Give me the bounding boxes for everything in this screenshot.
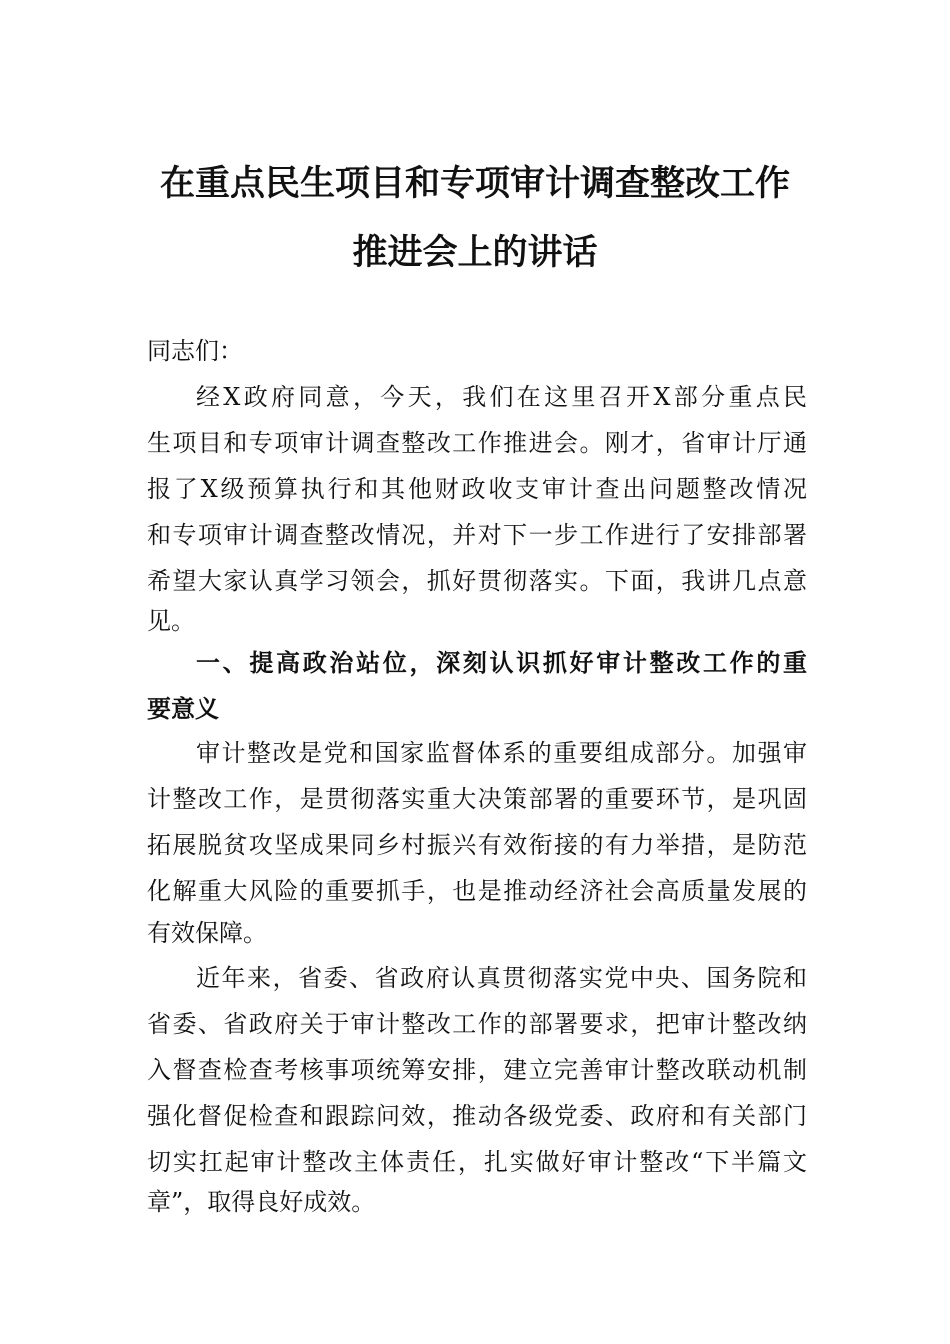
body-line: 切实扛起审计整改主体责任，扎实做好审计整改“下半篇文 [147,1148,807,1176]
body-line: 生项目和专项审计调查整改工作推进会。刚才，省审计厅通 [147,429,807,457]
body-line: 拓展脱贫攻坚成果同乡村振兴有效衔接的有力举措，是防范 [147,831,807,859]
section-heading-line: 要意义 [147,695,219,723]
body-line: 经X政府同意，今天，我们在这里召开X部分重点民 [196,383,807,411]
section-heading-line: 一、提高政治站位，深刻认识抓好审计整改工作的重 [196,649,807,677]
body-line: 报了X级预算执行和其他财政收支审计查出问题整改情况 [147,475,807,503]
body-line: 化解重大风险的重要抓手，也是推动经济社会高质量发展的 [147,877,807,905]
body-line: 章”，取得良好成效。 [147,1188,376,1216]
greeting: 同志们： [147,337,243,365]
document-title-line-2: 推进会上的讲话 [352,232,598,273]
body-line: 近年来，省委、省政府认真贯彻落实党中央、国务院和 [196,964,807,992]
body-line: 强化督促检查和跟踪问效，推动各级党委、政府和有关部门 [147,1102,807,1130]
document-title-line-1: 在重点民生项目和专项审计调查整改工作 [159,163,790,204]
body-line: 计整改工作，是贯彻落实重大决策部署的重要环节，是巩固 [147,785,807,813]
body-line: 有效保障。 [147,919,267,947]
body-line: 见。 [147,607,195,635]
body-line: 审计整改是党和国家监督体系的重要组成部分。加强审 [196,739,807,767]
body-line: 省委、省政府关于审计整改工作的部署要求，把审计整改纳 [147,1010,807,1038]
body-line: 入督查检查考核事项统筹安排，建立完善审计整改联动机制 [147,1056,807,1084]
body-line: 希望大家认真学习领会，抓好贯彻落实。下面，我讲几点意 [147,567,807,595]
body-line: 和专项审计调查整改情况，并对下一步工作进行了安排部署 [147,521,807,549]
